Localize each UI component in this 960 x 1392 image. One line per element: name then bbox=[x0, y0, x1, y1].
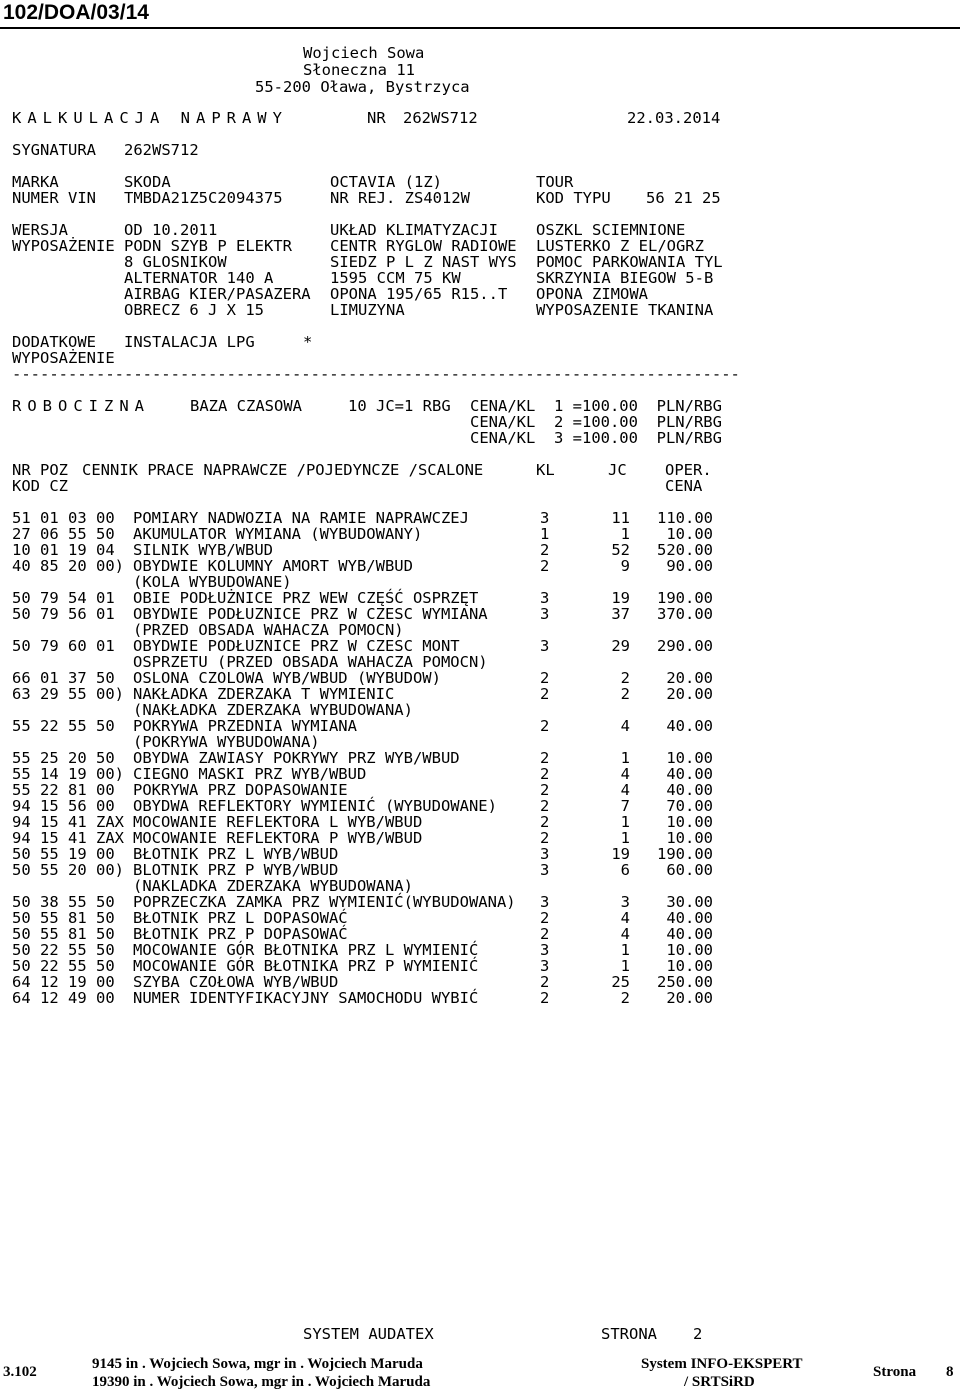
equipment-item: UKŁAD KLIMATYZACJI bbox=[330, 221, 498, 239]
strona-label: STRONA bbox=[601, 1325, 657, 1343]
item-jc: 2 bbox=[620, 989, 630, 1007]
equipment-item: OPONA 195/65 R15..T bbox=[330, 285, 508, 303]
item-code: 50 22 55 50 bbox=[12, 941, 115, 959]
item-price: 40.00 bbox=[666, 781, 713, 799]
item-description: MOCOWANIE REFLEKTORA P WYB/WBUD bbox=[133, 829, 423, 847]
item-code: 94 15 41 ZAX bbox=[12, 813, 124, 831]
item-description: OSLONA CZOLOWA WYB/WBUD (WYBUDOW) bbox=[133, 669, 441, 687]
item-price: 290.00 bbox=[657, 637, 713, 655]
item-jc: 25 bbox=[611, 973, 630, 991]
labor-jc: 10 JC=1 RBG bbox=[348, 397, 451, 415]
item-class: 2 bbox=[540, 685, 550, 703]
table-row bbox=[0, 910, 960, 926]
item-description: BŁOTNIK PRZ L WYB/WBUD bbox=[133, 845, 339, 863]
item-class: 3 bbox=[540, 605, 550, 623]
item-description: NAKŁADKA ZDERZAKA T WYMIENIC bbox=[133, 685, 395, 703]
item-price: 20.00 bbox=[666, 989, 713, 1007]
item-jc: 37 bbox=[611, 605, 630, 623]
item-price: 10.00 bbox=[666, 941, 713, 959]
equipment-item: LIMUZYNA bbox=[330, 301, 405, 319]
item-class: 2 bbox=[540, 669, 550, 687]
equipment-item: SKRZYNIA BIEGOW 5-B bbox=[536, 269, 714, 287]
labor-rate: CENA/KL 1 =100.00 PLN/RBG bbox=[470, 397, 722, 415]
item-code: 40 85 20 00) bbox=[12, 557, 124, 575]
item-price: 190.00 bbox=[657, 589, 713, 607]
col-desc: CENNIK PRACE NAPRAWCZE /POJEDYNCZE /SCALONE bbox=[82, 461, 484, 479]
system-name: SYSTEM AUDATEX bbox=[303, 1325, 434, 1343]
owner-city: 55-200 Oława, Bystrzyca bbox=[255, 78, 470, 96]
item-description: OBIE PODŁUŻNICE PRZ WEW CZĘŚĆ OSPRZĘT bbox=[133, 589, 479, 607]
version-label: WERSJA bbox=[12, 221, 68, 239]
table-row bbox=[0, 798, 960, 814]
item-description: MOCOWANIE GÓR BŁOTNIKA PRZ P WYMIENIĆ bbox=[133, 957, 479, 975]
extra-value: INSTALACJA LPG bbox=[124, 333, 255, 351]
item-jc: 9 bbox=[620, 557, 630, 575]
table-row bbox=[0, 606, 960, 622]
item-price: 20.00 bbox=[666, 685, 713, 703]
item-jc: 1 bbox=[620, 749, 630, 767]
footer-page-label: Strona bbox=[873, 1364, 917, 1380]
item-code: 50 55 81 50 bbox=[12, 909, 115, 927]
table-row bbox=[0, 958, 960, 974]
extra-label: DODATKOWE bbox=[12, 333, 96, 351]
item-jc: 7 bbox=[620, 797, 630, 815]
extra-label-2: WYPOSAŻENIE bbox=[12, 349, 115, 367]
table-row bbox=[0, 510, 960, 526]
item-class: 1 bbox=[540, 525, 550, 543]
table-row-continuation bbox=[0, 574, 960, 590]
item-description: BŁOTNIK PRZ P DOPASOWAĆ bbox=[133, 925, 348, 943]
item-code: 50 79 56 01 bbox=[12, 605, 115, 623]
table-row-continuation bbox=[0, 878, 960, 894]
col-cena: CENA bbox=[665, 477, 703, 495]
item-code: 64 12 19 00 bbox=[12, 973, 115, 991]
table-row bbox=[0, 686, 960, 702]
table-row bbox=[0, 526, 960, 542]
table-row bbox=[0, 670, 960, 686]
item-description: (POKRYWA WYBUDOWANA) bbox=[133, 733, 320, 751]
item-description: AKUMULATOR WYMIANA (WYBUDOWANY) bbox=[133, 525, 423, 543]
vin-value: TMBDA21Z5C2094375 bbox=[124, 189, 283, 207]
labor-rate: CENA/KL 2 =100.00 PLN/RBG bbox=[470, 413, 722, 431]
equipment-item: PODN SZYB P ELEKTR bbox=[124, 237, 292, 255]
item-code: 50 22 55 50 bbox=[12, 957, 115, 975]
item-description: (KOLA WYBUDOWANE) bbox=[133, 573, 292, 591]
footer-left-code: 3.102 bbox=[3, 1364, 37, 1380]
labor-title: ROBOCIZNA bbox=[12, 397, 150, 415]
labor-base: BAZA CZASOWA bbox=[190, 397, 302, 415]
item-code: 50 55 19 00 bbox=[12, 845, 115, 863]
footer-system: System INFO-EKSPERT bbox=[641, 1356, 803, 1372]
signature-value: 262WS712 bbox=[124, 141, 199, 159]
item-code: 55 22 55 50 bbox=[12, 717, 115, 735]
item-class: 3 bbox=[540, 861, 550, 879]
owner-name: Wojciech Sowa bbox=[303, 44, 425, 62]
item-class: 2 bbox=[540, 717, 550, 735]
item-description: NUMER IDENTYFIKACYJNY SAMOCHODU WYBIĆ bbox=[133, 989, 479, 1007]
item-code: 51 01 03 00 bbox=[12, 509, 115, 527]
calc-title: KALKULACJA NAPRAWY bbox=[12, 109, 288, 127]
item-code: 55 25 20 50 bbox=[12, 749, 115, 767]
equipment-item: WYPOSAZENIE TKANINA bbox=[536, 301, 714, 319]
item-price: 70.00 bbox=[666, 797, 713, 815]
item-class: 2 bbox=[540, 973, 550, 991]
table-row bbox=[0, 590, 960, 606]
variant: TOUR bbox=[536, 173, 574, 191]
item-code: 50 55 20 00) bbox=[12, 861, 124, 879]
table-row bbox=[0, 542, 960, 558]
item-description: BLOTNIK PRZ P WYB/WBUD bbox=[133, 861, 339, 879]
item-class: 2 bbox=[540, 557, 550, 575]
item-class: 3 bbox=[540, 589, 550, 607]
table-row bbox=[0, 718, 960, 734]
item-price: 40.00 bbox=[666, 909, 713, 927]
item-description: OBYDWA REFLEKTORY WYMIENIĆ (WYBUDOWANE) bbox=[133, 797, 497, 815]
item-jc: 3 bbox=[620, 893, 630, 911]
separator-line: ------------------------------------------------------------------------------ bbox=[12, 365, 740, 383]
item-class: 2 bbox=[540, 781, 550, 799]
item-jc: 1 bbox=[620, 525, 630, 543]
item-price: 10.00 bbox=[666, 957, 713, 975]
item-jc: 4 bbox=[620, 909, 630, 927]
item-jc: 1 bbox=[620, 813, 630, 831]
item-code: 50 79 60 01 bbox=[12, 637, 115, 655]
item-description: OBYDWA ZAWIASY POKRYWY PRZ WYB/WBUD bbox=[133, 749, 460, 767]
item-class: 2 bbox=[540, 829, 550, 847]
col-nr-poz: NR POZ bbox=[12, 461, 68, 479]
item-description: OBYDWIE PODŁUZNICE PRZ W CZESC MONT bbox=[133, 637, 460, 655]
table-row bbox=[0, 766, 960, 782]
item-class: 3 bbox=[540, 845, 550, 863]
table-row bbox=[0, 942, 960, 958]
item-code: 10 01 19 04 bbox=[12, 541, 115, 559]
document-code: 102/DOA/03/14 bbox=[3, 1, 149, 24]
item-class: 3 bbox=[540, 637, 550, 655]
item-class: 2 bbox=[540, 813, 550, 831]
item-jc: 19 bbox=[611, 845, 630, 863]
item-price: 30.00 bbox=[666, 893, 713, 911]
item-jc: 2 bbox=[620, 685, 630, 703]
item-jc: 1 bbox=[620, 829, 630, 847]
equipment-item: SIEDZ P L Z NAST WYS bbox=[330, 253, 517, 271]
table-row-continuation bbox=[0, 622, 960, 638]
type-label: KOD TYPU bbox=[536, 189, 611, 207]
table-row bbox=[0, 926, 960, 942]
item-jc: 6 bbox=[620, 861, 630, 879]
calc-nr-value: 262WS712 bbox=[403, 109, 478, 127]
item-description: OBYDWIE PODŁUZNICE PRZ W CZESC WYMIANA bbox=[133, 605, 488, 623]
item-description: MOCOWANIE REFLEKTORA L WYB/WBUD bbox=[133, 813, 423, 831]
marka-label: MARKA bbox=[12, 173, 59, 191]
item-description: POKRYWA PRZ DOPASOWANIE bbox=[133, 781, 348, 799]
item-jc: 4 bbox=[620, 925, 630, 943]
item-jc: 4 bbox=[620, 781, 630, 799]
item-class: 3 bbox=[540, 509, 550, 527]
table-row bbox=[0, 846, 960, 862]
item-description: (NAKŁADKA ZDERZAKA WYBUDOWANA) bbox=[133, 701, 413, 719]
item-price: 40.00 bbox=[666, 717, 713, 735]
item-description: BŁOTNIK PRZ L DOPASOWAĆ bbox=[133, 909, 348, 927]
item-description: MOCOWANIE GÓR BŁOTNIKA PRZ L WYMIENIĆ bbox=[133, 941, 479, 959]
item-description: (PRZED OBSADA WAHACZA POMOCN) bbox=[133, 621, 404, 639]
item-jc: 1 bbox=[620, 941, 630, 959]
equipment-item: OPONA ZIMOWA bbox=[536, 285, 648, 303]
col-kl: KL bbox=[536, 461, 555, 479]
footer-authors-1: 9145 in . Wojciech Sowa, mgr in . Wojciech Maruda bbox=[92, 1356, 423, 1372]
item-code: 94 15 41 ZAX bbox=[12, 829, 124, 847]
item-jc: 1 bbox=[620, 957, 630, 975]
item-code: 50 38 55 50 bbox=[12, 893, 115, 911]
strona-value: 2 bbox=[693, 1325, 703, 1343]
item-price: 10.00 bbox=[666, 749, 713, 767]
item-jc: 4 bbox=[620, 717, 630, 735]
equipment-item: OBRECZ 6 J X 15 bbox=[124, 301, 264, 319]
item-class: 3 bbox=[540, 893, 550, 911]
equipment-item: AIRBAG KIER/PASAZERA bbox=[124, 285, 311, 303]
item-description: CIEGNO MASKI PRZ WYB/WBUD bbox=[133, 765, 367, 783]
item-price: 190.00 bbox=[657, 845, 713, 863]
table-row-continuation bbox=[0, 702, 960, 718]
item-code: 63 29 55 00) bbox=[12, 685, 124, 703]
item-class: 2 bbox=[540, 541, 550, 559]
item-description: OBYDWIE KOLUMNY AMORT WYB/WBUD bbox=[133, 557, 413, 575]
item-price: 370.00 bbox=[657, 605, 713, 623]
table-row bbox=[0, 862, 960, 878]
table-row bbox=[0, 638, 960, 654]
table-row-continuation bbox=[0, 654, 960, 670]
marka-value: SKODA bbox=[124, 173, 171, 191]
item-price: 10.00 bbox=[666, 829, 713, 847]
item-price: 110.00 bbox=[657, 509, 713, 527]
footer-authors-2: 19390 in . Wojciech Sowa, mgr in . Wojciech Maruda bbox=[92, 1374, 431, 1390]
item-price: 40.00 bbox=[666, 925, 713, 943]
version-value: OD 10.2011 bbox=[124, 221, 218, 239]
item-class: 2 bbox=[540, 765, 550, 783]
item-jc: 4 bbox=[620, 765, 630, 783]
table-row bbox=[0, 830, 960, 846]
item-class: 2 bbox=[540, 989, 550, 1007]
equipment-item: ALTERNATOR 140 A bbox=[124, 269, 274, 287]
item-code: 50 55 81 50 bbox=[12, 925, 115, 943]
item-jc: 2 bbox=[620, 669, 630, 687]
item-jc: 11 bbox=[611, 509, 630, 527]
item-code: 66 01 37 50 bbox=[12, 669, 115, 687]
table-row bbox=[0, 814, 960, 830]
calc-nr-label: NR bbox=[367, 109, 386, 127]
type-value: 56 21 25 bbox=[646, 189, 721, 207]
item-class: 2 bbox=[540, 925, 550, 943]
document-code-bar bbox=[0, 0, 960, 29]
item-code: 55 22 81 00 bbox=[12, 781, 115, 799]
footer-page-number: 8 bbox=[946, 1364, 954, 1380]
item-class: 2 bbox=[540, 909, 550, 927]
item-jc: 52 bbox=[611, 541, 630, 559]
owner-street: Słoneczna 11 bbox=[303, 61, 415, 79]
item-code: 64 12 49 00 bbox=[12, 989, 115, 1007]
item-class: 3 bbox=[540, 957, 550, 975]
equipment-item: LUSTERKO Z EL/OGRZ bbox=[536, 237, 704, 255]
item-jc: 29 bbox=[611, 637, 630, 655]
item-description: SZYBA CZOŁOWA WYB/WBUD bbox=[133, 973, 339, 991]
item-code: 94 15 56 00 bbox=[12, 797, 115, 815]
extra-mark: * bbox=[303, 333, 313, 351]
equipment-item: POMOC PARKOWANIA TYL bbox=[536, 253, 723, 271]
vin-label: NUMER VIN bbox=[12, 189, 96, 207]
equipment-item: CENTR RYGLOW RADIOWE bbox=[330, 237, 517, 255]
table-row bbox=[0, 990, 960, 1006]
item-description: OSPRZETU (PRZED OBSADA WAHACZA POMOCN) bbox=[133, 653, 488, 671]
item-description: POMIARY NADWOZIA NA RAMIE NAPRAWCZEJ bbox=[133, 509, 469, 527]
item-description: POKRYWA PRZEDNIA WYMIANA bbox=[133, 717, 357, 735]
item-jc: 19 bbox=[611, 589, 630, 607]
col-kod-cz: KOD CZ bbox=[12, 477, 68, 495]
model: OCTAVIA (1Z) bbox=[330, 173, 442, 191]
item-code: 27 06 55 50 bbox=[12, 525, 115, 543]
equipment-item: 1595 CCM 75 KW bbox=[330, 269, 461, 287]
item-price: 10.00 bbox=[666, 813, 713, 831]
equipment-label: WYPOSAŻENIE bbox=[12, 237, 115, 255]
item-price: 60.00 bbox=[666, 861, 713, 879]
item-class: 2 bbox=[540, 749, 550, 767]
item-description: SILNIK WYB/WBUD bbox=[133, 541, 273, 559]
item-price: 10.00 bbox=[666, 525, 713, 543]
item-price: 520.00 bbox=[657, 541, 713, 559]
table-row bbox=[0, 750, 960, 766]
table-row bbox=[0, 894, 960, 910]
item-code: 50 79 54 01 bbox=[12, 589, 115, 607]
col-oper: OPER. bbox=[665, 461, 712, 479]
item-class: 2 bbox=[540, 797, 550, 815]
footer-system-2: / SRTSiRD bbox=[684, 1374, 755, 1390]
item-price: 250.00 bbox=[657, 973, 713, 991]
col-jc: JC bbox=[608, 461, 627, 479]
registration: NR REJ. ZS4012W bbox=[330, 189, 470, 207]
item-code: 55 14 19 00) bbox=[12, 765, 124, 783]
table-row-continuation bbox=[0, 734, 960, 750]
item-price: 20.00 bbox=[666, 669, 713, 687]
item-price: 40.00 bbox=[666, 765, 713, 783]
equipment-item: 8 GLOSNIKOW bbox=[124, 253, 227, 271]
table-row bbox=[0, 558, 960, 574]
table-row bbox=[0, 782, 960, 798]
table-row bbox=[0, 974, 960, 990]
signature-label: SYGNATURA bbox=[12, 141, 96, 159]
item-description: POPRZECZKA ZAMKA PRZ WYMIENIĆ(WYBUDOWANA) bbox=[133, 893, 516, 911]
item-price: 90.00 bbox=[666, 557, 713, 575]
item-class: 3 bbox=[540, 941, 550, 959]
calc-date: 22.03.2014 bbox=[627, 109, 721, 127]
labor-rate: CENA/KL 3 =100.00 PLN/RBG bbox=[470, 429, 722, 447]
item-description: (NAKLADKA ZDERZAKA WYBUDOWANA) bbox=[133, 877, 413, 895]
equipment-item: OSZKL SCIEMNIONE bbox=[536, 221, 686, 239]
